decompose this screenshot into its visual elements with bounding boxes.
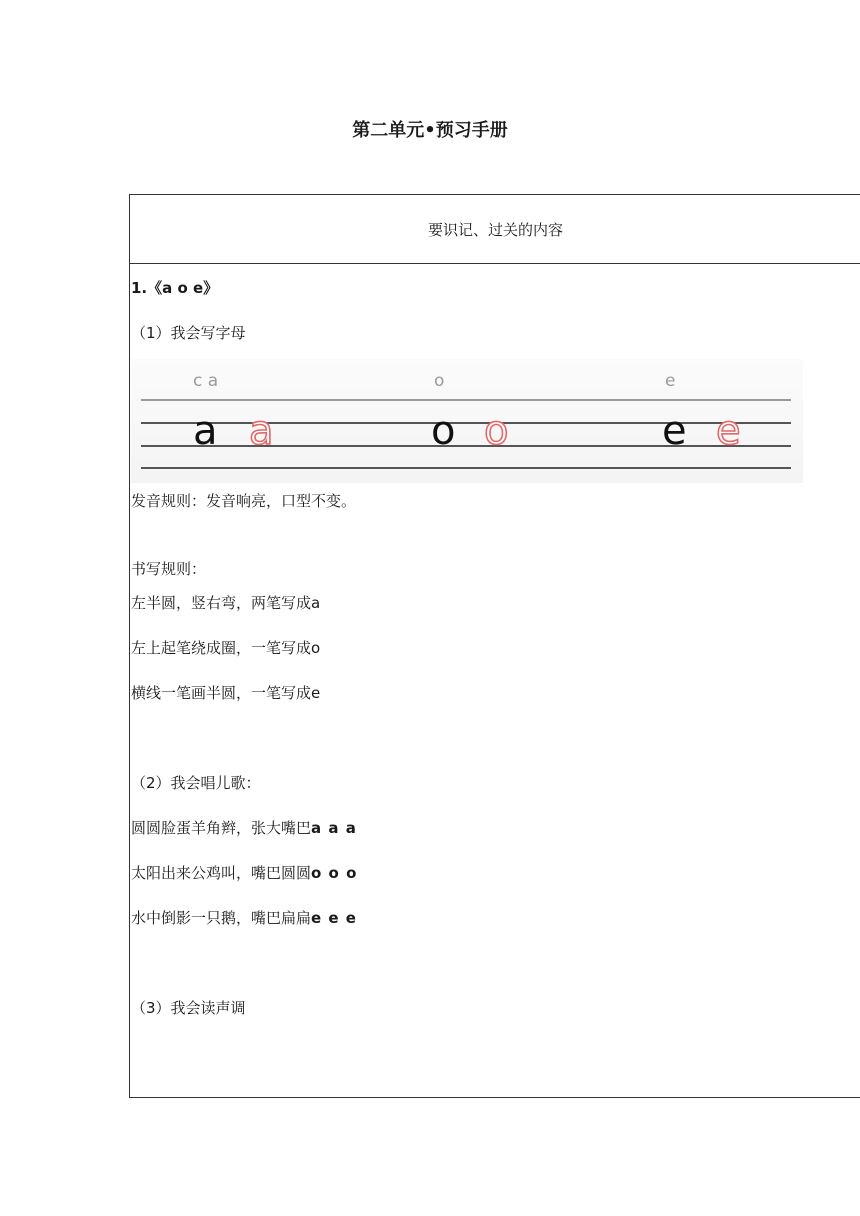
part1-label: （1）我会写字母 bbox=[131, 324, 246, 342]
writing-rule-text: 横线一笔画半圆，一笔写成 bbox=[131, 684, 312, 702]
content-table bbox=[129, 194, 860, 1098]
song-letters: e e e bbox=[311, 909, 357, 927]
writing-rule-text: 左上起笔绕成圈，一笔写成 bbox=[131, 639, 312, 657]
letter-a-black: a bbox=[193, 408, 218, 454]
guide-line-upper bbox=[141, 422, 791, 424]
letter-e-red: e bbox=[716, 408, 741, 454]
page-title: 第二单元•预习手册 bbox=[352, 120, 508, 141]
section-title: 《a o e》 bbox=[147, 279, 219, 297]
song-text: 太阳出来公鸡叫，嘴巴圆圆 bbox=[131, 864, 312, 882]
song-line bbox=[131, 818, 357, 838]
guide-line-bottom bbox=[141, 467, 791, 469]
writing-rule-text: 左半圆，竖右弯，两笔写成 bbox=[131, 594, 312, 612]
table-header-text: 要识记、过关的内容 bbox=[427, 221, 563, 239]
guide-line-lower bbox=[141, 445, 791, 447]
small-letter-e: e bbox=[665, 371, 676, 391]
song-line bbox=[131, 863, 357, 883]
writing-rule-letter: e bbox=[311, 684, 321, 702]
pronunciation-rule: 发音规则：发音响亮，口型不变。 bbox=[131, 492, 357, 510]
song-letters: a a a bbox=[311, 819, 357, 837]
writing-rule-item bbox=[131, 683, 320, 703]
writing-rule-item bbox=[131, 593, 320, 613]
writing-rule-item bbox=[131, 638, 320, 658]
writing-rule-letter: o bbox=[311, 639, 321, 657]
letter-e-black: e bbox=[662, 408, 687, 454]
table-header bbox=[130, 195, 860, 264]
letter-o-red: o bbox=[484, 408, 509, 454]
song-text: 水中倒影一只鹅，嘴巴扁扁 bbox=[131, 909, 312, 927]
small-letter-a: c a bbox=[193, 371, 219, 391]
song-letters: o o o bbox=[311, 864, 358, 882]
part3-label: （3）我会读声调 bbox=[131, 999, 246, 1017]
section-number: 1. bbox=[131, 279, 148, 297]
song-line bbox=[131, 908, 357, 928]
letter-a-red: a bbox=[249, 408, 274, 454]
small-letter-o: o bbox=[434, 371, 445, 391]
writing-rule-letter: a bbox=[311, 594, 321, 612]
section-heading bbox=[131, 278, 218, 298]
guide-line-top bbox=[141, 399, 791, 401]
letter-o-black: o bbox=[431, 408, 456, 454]
writing-rule-title: 书写规则： bbox=[131, 560, 207, 578]
song-text: 圆圆脸蛋羊角辫，张大嘴巴 bbox=[131, 819, 312, 837]
letter-writing-image bbox=[131, 359, 803, 483]
part2-label: （2）我会唱儿歌： bbox=[131, 774, 261, 792]
